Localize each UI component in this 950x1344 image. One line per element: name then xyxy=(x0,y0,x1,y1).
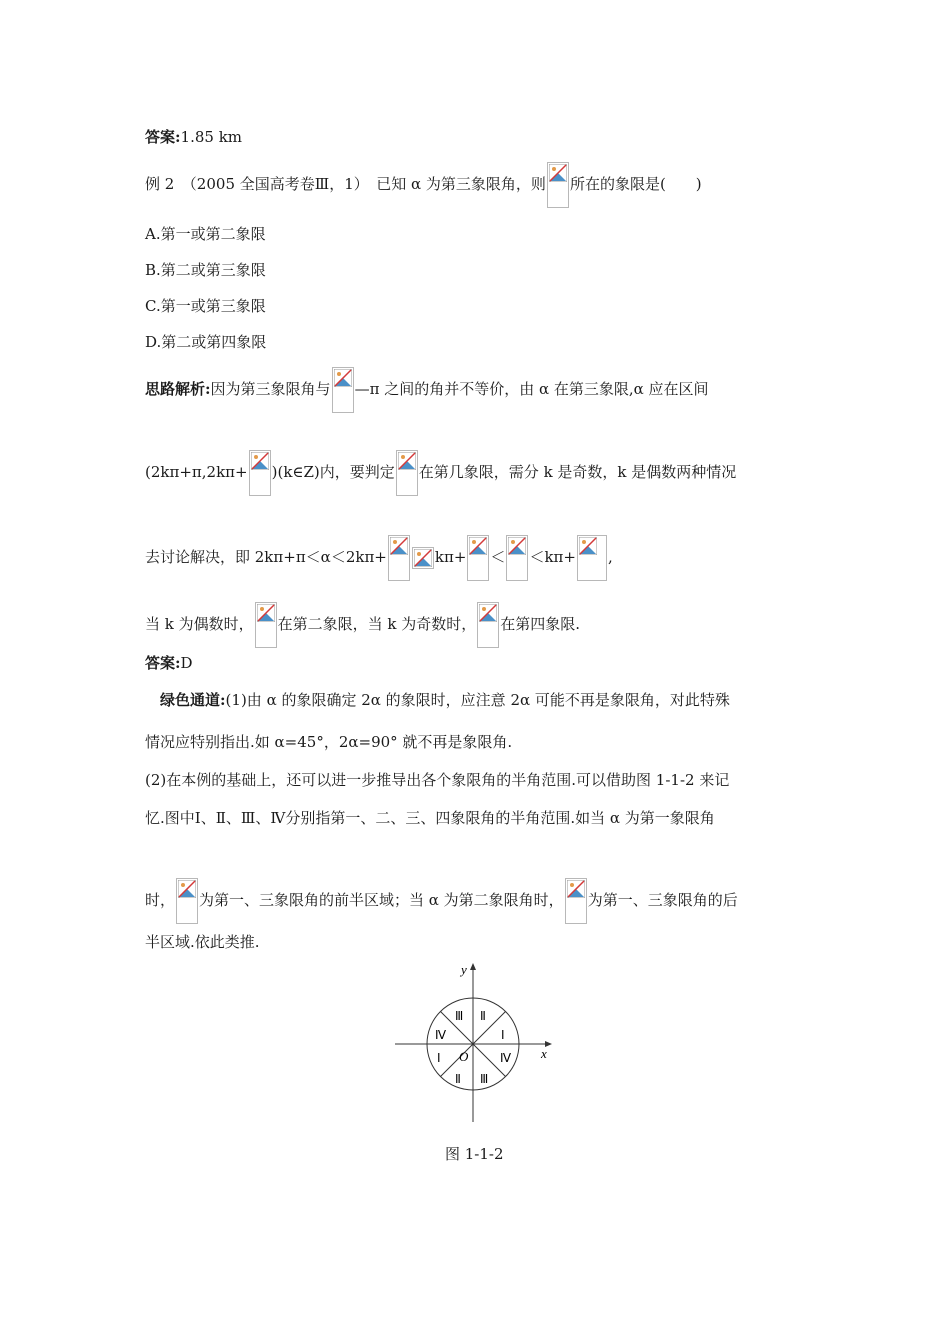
analysis-text: —π 之间的角并不等价，由 α 在第三象限,α 应在区间 xyxy=(354,380,709,398)
analysis-text: 在第二象限，当 k 为奇数时， xyxy=(277,615,477,633)
green-label: 绿色通道: xyxy=(160,691,226,709)
analysis-text: 在第几象限，需分 k 是奇数，k 是偶数两种情况 xyxy=(418,463,737,481)
formula-image-icon xyxy=(506,535,528,581)
green-text: (1)由 α 的象限确定 2α 的象限时，应注意 2α 可能不再是象限角，对此特殊 xyxy=(225,691,730,709)
sector-label: Ⅳ xyxy=(500,1051,512,1065)
green-text: 为第一、三象限角的后 xyxy=(587,891,738,909)
analysis-text: , xyxy=(607,548,613,566)
answer-2 xyxy=(145,653,193,673)
option-c: C.第一或第三象限 xyxy=(145,297,266,315)
option-d: D.第二或第四象限 xyxy=(145,333,267,351)
answer-value: D xyxy=(180,654,193,672)
formula-image-icon xyxy=(332,367,354,413)
sector-label: Ⅳ xyxy=(435,1028,447,1042)
half-angle-diagram xyxy=(395,962,560,1127)
analysis-text: kπ+ xyxy=(434,548,467,566)
formula-image-icon xyxy=(255,602,277,648)
answer-1 xyxy=(145,127,242,147)
figure-caption: 图 1-1-2 xyxy=(445,1145,504,1163)
analysis-text: ＜ xyxy=(490,548,506,566)
formula-image-icon xyxy=(577,535,607,581)
y-axis-label: y xyxy=(461,962,467,977)
answer-value: 1.85 km xyxy=(180,128,243,146)
analysis-text: (2kπ+π,2kπ+ xyxy=(145,463,248,481)
green-line-4: 忆.图中Ⅰ、Ⅱ、Ⅲ、Ⅳ分别指第一、二、三、四象限角的半角范围.如当 α 为第一象限角 xyxy=(145,809,715,827)
sector-label: Ⅲ xyxy=(455,1009,464,1023)
analysis-text: )(k∈Z)内，要判定 xyxy=(271,463,395,481)
green-text: 时， xyxy=(145,891,176,909)
sector-label: Ⅱ xyxy=(455,1072,461,1086)
example-prefix: 例 2 （2005 全国高考卷Ⅲ，1） 已知 α 为第三象限角，则 xyxy=(145,175,546,193)
answer-label: 答案: xyxy=(145,654,181,672)
option-b: B.第二或第三象限 xyxy=(145,261,266,279)
example-suffix: 所在的象限是( ) xyxy=(569,175,702,193)
formula-image-icon xyxy=(412,547,434,569)
sector-label: Ⅰ xyxy=(437,1051,441,1065)
formula-image-icon xyxy=(467,535,489,581)
green-line-1 xyxy=(160,690,730,710)
formula-image-icon xyxy=(176,878,198,924)
green-line-2: 情况应特别指出.如 α=45°，2α=90° 就不再是象限角. xyxy=(145,733,513,751)
example-2-question xyxy=(145,162,702,208)
analysis-label: 思路解析: xyxy=(145,380,211,398)
sector-label: Ⅰ xyxy=(501,1028,505,1042)
analysis-line-2 xyxy=(145,450,736,496)
green-text: 为第一、三象限角的前半区域；当 α 为第二象限角时， xyxy=(199,891,564,909)
analysis-text: 当 k 为偶数时， xyxy=(145,615,254,633)
sector-label: Ⅲ xyxy=(480,1072,489,1086)
formula-image-icon xyxy=(565,878,587,924)
formula-image-icon xyxy=(396,450,418,496)
analysis-text: 去讨论解决，即 2kπ+π＜α＜2kπ+ xyxy=(145,548,387,566)
formula-image-icon xyxy=(249,450,271,496)
sector-label: Ⅱ xyxy=(480,1009,486,1023)
formula-image-icon xyxy=(547,162,569,208)
formula-image-icon xyxy=(477,602,499,648)
option-a: A.第一或第二象限 xyxy=(145,225,266,243)
analysis-text: 因为第三象限角与 xyxy=(210,380,331,398)
origin-label: O xyxy=(459,1049,469,1064)
green-line-5 xyxy=(145,878,738,924)
analysis-text: 在第四象限. xyxy=(500,615,581,633)
green-line-3: (2)在本例的基础上，还可以进一步推导出各个象限角的半角范围.可以借助图 1-1-2 来记 xyxy=(145,771,730,789)
analysis-line-4 xyxy=(145,602,580,648)
answer-label: 答案: xyxy=(145,128,181,146)
y-axis-arrow-icon xyxy=(470,963,476,970)
x-axis-label: x xyxy=(541,1046,547,1061)
green-line-6: 半区域.依此类推. xyxy=(145,933,260,951)
analysis-line-3 xyxy=(145,535,613,581)
analysis-line-1 xyxy=(145,367,709,413)
analysis-text: ＜kπ+ xyxy=(529,548,576,566)
formula-image-icon xyxy=(388,535,410,581)
